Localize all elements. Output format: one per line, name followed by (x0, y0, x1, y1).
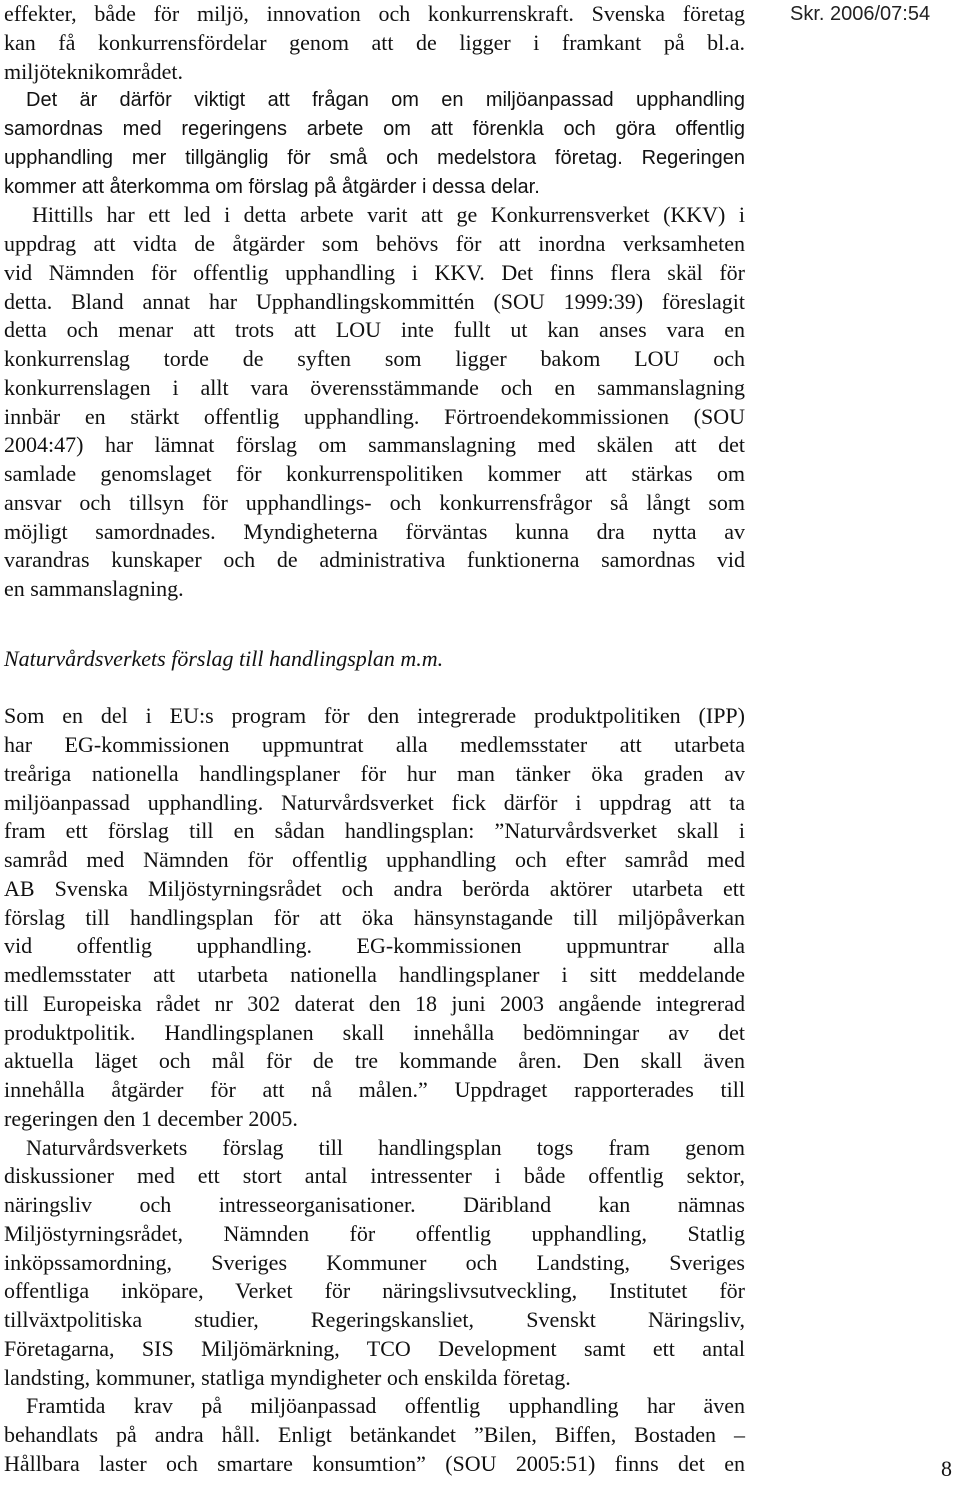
text-line: Hittills har ett led i detta arbete varit att ge Konkurrensverket (KKV) i (32, 202, 745, 228)
text-line: inköpssamordning, Sveriges Kommuner och Landsting, Sveriges (4, 1249, 745, 1275)
text-line: har EG-kommissionen uppmuntrat alla medlemsstater att utarbeta (4, 732, 745, 757)
text-line: 2004:47) har lämnat förslag om sammanslagning med skälen att det (4, 432, 745, 458)
text-line: tillväxtpolitiska studier, Regeringskansliet, Svenskt Näringsliv, (4, 1307, 745, 1332)
text-line: en sammanslagning. (4, 576, 184, 601)
text-line: Framtida krav på miljöanpassad offentlig upphandling har även (26, 1393, 745, 1419)
text-line: miljöteknikområdet. (4, 58, 184, 84)
text-line: aktuella läget och mål för de tre kommande åren. Den skall även (4, 1048, 745, 1074)
text-line: konkurrenslag torde de syften som ligger bakom LOU och (4, 346, 745, 371)
text-line: Det är därför viktigt att frågan om en miljöanpassad upphandling (26, 89, 745, 112)
text-line: diskussioner med ett stort antal intressenter i både offentlig sektor, (4, 1163, 745, 1189)
text-line: ansvar och tillsyn för upphandlings- och konkurrensfrågor så långt som (4, 489, 745, 515)
text-line: regeringen den 1 december 2005. (4, 1105, 298, 1131)
text-line: till Europeiska rådet nr 302 daterat den 18 juni 2003 angående integrerad (4, 990, 745, 1016)
text-line: medlemsstater att utarbeta nationella handlingsplaner i sitt meddelande (4, 962, 745, 987)
text-line: konkurrenslagen i allt vara överensstämmande och en sammanslagning (4, 374, 745, 400)
page-number: 8 (941, 1456, 952, 1481)
text-line: näringsliv och intresseorganisationer. Däribland kan nämnas (4, 1192, 745, 1217)
text-line: fram ett förslag till en sådan handlingsplan: ”Naturvårdsverket skall i (4, 818, 745, 844)
text-line: kan få konkurrensfördelar genom att de ligger i framkant på bl.a. (4, 29, 745, 55)
text-line: behandlats på andra håll. Enligt betänkandet ”Bilen, Biffen, Bostaden – (4, 1422, 745, 1447)
text-line: Hållbara laster och smartare konsumtion” (SOU 2005:51) finns det en (4, 1450, 745, 1476)
paragraph-intro (4, 0, 745, 86)
text-line: AB Svenska Miljöstyrningsrådet och andra berörda aktörer utarbeta ett (4, 875, 745, 901)
text-line: vid offentlig upphandling. EG-kommissionen uppmuntrar alla (4, 933, 745, 959)
paragraph-ipp (4, 702, 745, 1133)
text-line: landsting, kommuner, statliga myndigheter och enskilda företag. (4, 1364, 571, 1390)
paragraph-hittills (4, 201, 745, 604)
text-line: samråd med Nämnden för offentlig upphandling och efter samråd med (4, 847, 745, 872)
text-line: förslag till handlingsplan för att öka hänsynstagande till miljöpåverkan (4, 904, 745, 930)
paragraph-samordning (4, 86, 745, 201)
text-line: samlade genomslaget för konkurrenspolitiken kommer att stärkas om (4, 461, 745, 486)
body-text (4, 0, 745, 1479)
text-line: vid Nämnden för offentlig upphandling i KKV. Det finns flera skäl för (4, 259, 745, 285)
text-line: treåriga nationella handlingsplaner för hur man tänker öka graden av (4, 760, 745, 786)
text-line: Naturvårdsverkets förslag till handlingsplan togs fram genom (26, 1134, 745, 1160)
section-heading: Naturvårdsverkets förslag till handlingsplan m.m. (4, 645, 444, 671)
document-reference: Skr. 2006/07:54 (790, 3, 931, 25)
text-line: innbär en stärkt offentlig upphandling. Förtroendekommissionen (SOU (4, 403, 745, 429)
paragraph-spacer (4, 674, 745, 703)
text-line: produktpolitik. Handlingsplanen skall innehålla bedömningar av det (4, 1019, 745, 1045)
text-line: offentliga inköpare, Verket för näringslivsutveckling, Institutet för (4, 1278, 745, 1304)
paragraph-intressenter (4, 1134, 745, 1393)
text-line: Miljöstyrningsrådet, Nämnden för offentlig upphandling, Statlig (4, 1220, 745, 1246)
text-line: upphandling mer tillgänglig för små och medelstora företag. Regeringen (4, 146, 745, 169)
text-line: innehålla åtgärder för att nå målen.” Uppdraget rapporterades till (4, 1077, 745, 1102)
text-line: möjligt samordnades. Myndigheterna förväntas kunna dra nytta av (4, 518, 745, 544)
text-line: Som en del i EU:s program för den integrerade produktpolitiken (IPP) (4, 703, 745, 729)
paragraph-spacer (4, 604, 745, 645)
text-line: detta. Bland annat har Upphandlingskommittén (SOU 1999:39) föreslagit (4, 288, 745, 314)
text-line: uppdrag att vidta de åtgärder som behövs för att inordna verksamheten (4, 231, 745, 256)
text-line: samordnas med regeringens arbete om att förenkla och göra offentlig (4, 118, 745, 140)
text-line: kommer att återkomma om förslag på åtgärder i dessa delar. (4, 175, 540, 198)
text-line: effekter, både för miljö, innovation och konkurrenskraft. Svenska företag (4, 1, 745, 26)
text-line: miljöanpassad upphandling. Naturvårdsverket fick därför i uppdrag att ta (4, 789, 745, 815)
paragraph-framtida (4, 1392, 745, 1478)
text-line: detta och menar att trots att LOU inte fullt ut kan anses vara en (4, 317, 745, 343)
text-line: Företagarna, SIS Miljömärkning, TCO Development samt ett antal (4, 1335, 745, 1361)
text-line: varandras kunskaper och de administrativa funktionerna samordnas vid (4, 547, 745, 573)
